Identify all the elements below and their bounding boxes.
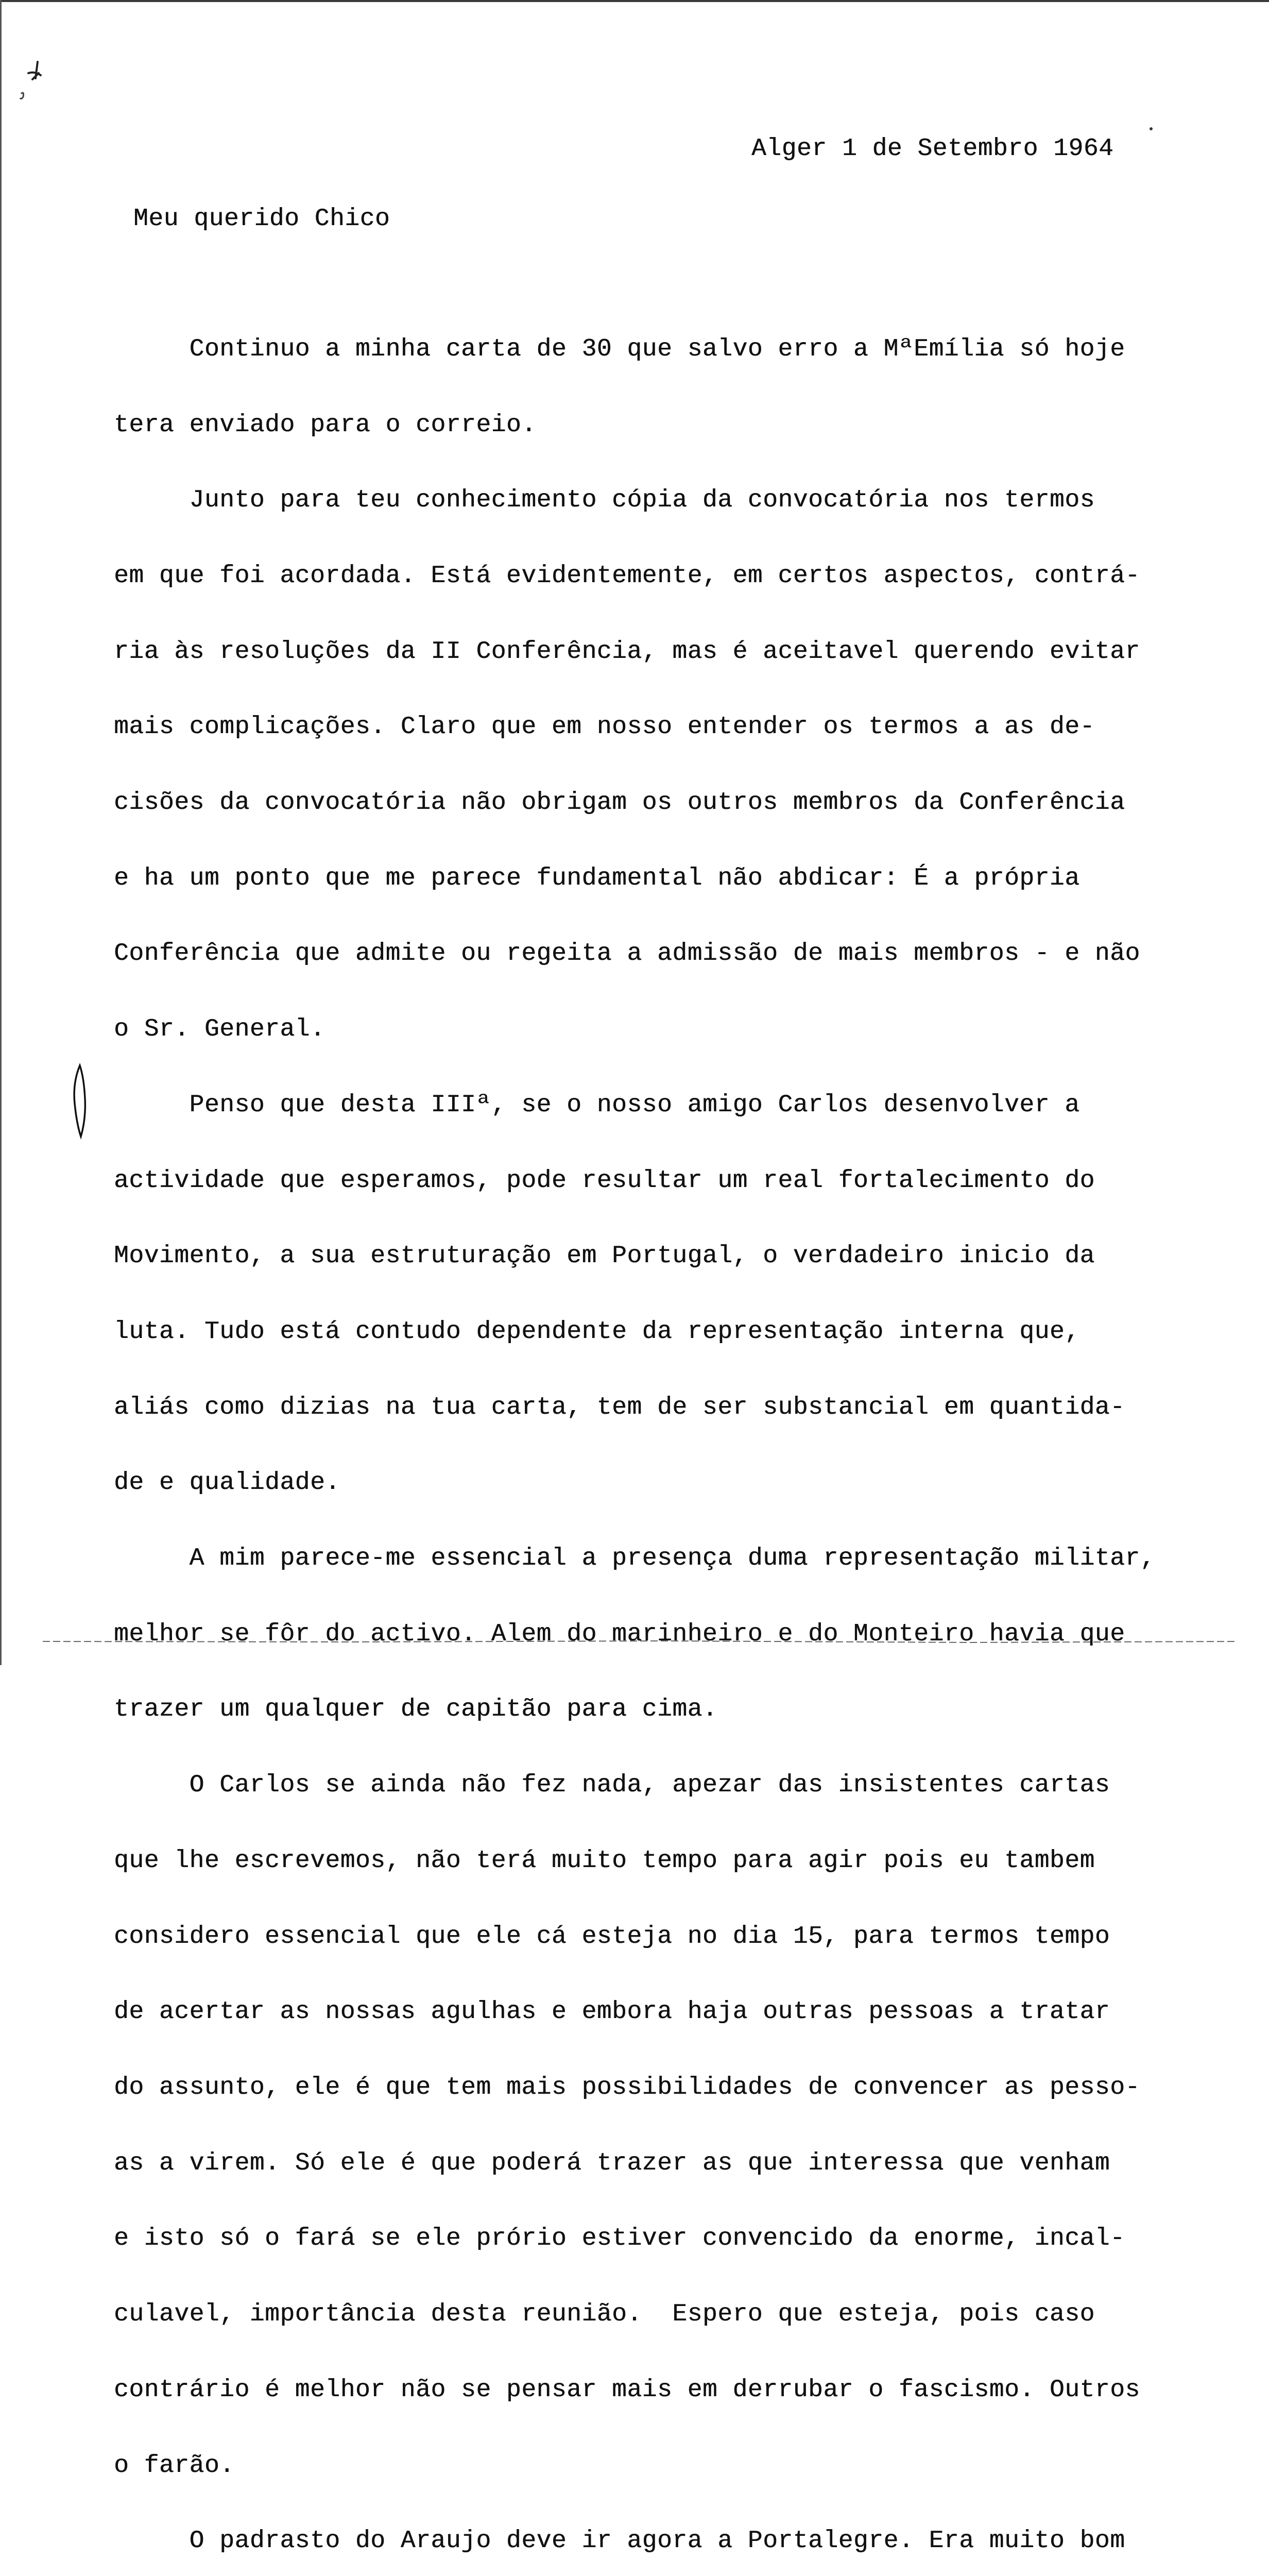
- body-line: O Carlos se ainda não fez nada, apezar das insistentes cartas: [114, 1771, 1110, 1800]
- body-line: tera enviado para o correio.: [114, 411, 537, 439]
- body-line: Junto para teu conhecimento cópia da convocatória nos termos: [114, 486, 1095, 515]
- body-line: A mim parece-me essencial a presença duma representação militar,: [114, 1545, 1156, 1573]
- letter-date: Alger 1 de Setembro 1964: [751, 135, 1114, 163]
- body-line: culavel, importância desta reunião. Espero que esteja, pois caso: [114, 2300, 1095, 2329]
- body-line: Conferência que admite ou regeita a admissão de mais membros - e não: [114, 940, 1140, 968]
- body-line: de e qualidade.: [114, 1469, 340, 1497]
- body-line: que lhe escrevemos, não terá muito tempo para agir pois eu tambem: [114, 1846, 1095, 1875]
- page-bottom-rule: [43, 1638, 1238, 1646]
- letter-salutation: Meu querido Chico: [133, 205, 390, 233]
- body-line: contrário é melhor não se pensar mais em derrubar o fascismo. Outros: [114, 2376, 1140, 2404]
- handwritten-mark-icon: [17, 58, 48, 109]
- letter-body: [114, 286, 1186, 2576]
- body-line: e ha um ponto que me parece fundamental não abdicar: É a própria: [114, 864, 1080, 892]
- body-line: o farão.: [114, 2451, 235, 2480]
- body-line: em que foi acordada. Está evidentemente, em certos aspectos, contrá-: [114, 562, 1140, 590]
- body-line: Penso que desta IIIª, se o nosso amigo Carlos desenvolver a: [114, 1091, 1080, 1119]
- body-line: as a virem. Só ele é que poderá trazer as que interessa que venham: [114, 2149, 1110, 2177]
- margin-bracket-icon: [71, 1062, 89, 1140]
- body-line: aliás como dizias na tua carta, tem de ser substancial em quantida-: [114, 1393, 1125, 1421]
- body-line: luta. Tudo está contudo dependente da representação interna que,: [114, 1317, 1080, 1346]
- body-line: do assunto, ele é que tem mais possibilidades de convencer as pesso-: [114, 2073, 1140, 2102]
- body-line: o Sr. General.: [114, 1015, 325, 1044]
- body-line: trazer um qualquer de capitão para cima.: [114, 1696, 718, 1724]
- body-line: de acertar as nossas agulhas e embora haja outras pessoas a tratar: [114, 1998, 1110, 2026]
- body-line: cisões da convocatória não obrigam os outros membros da Conferência: [114, 789, 1125, 817]
- ink-dot-icon: [1149, 127, 1153, 131]
- scan-edge: [2, 0, 1269, 2]
- body-line: Movimento, a sua estruturação em Portugal, o verdadeiro inicio da: [114, 1242, 1095, 1270]
- body-line: e isto só o fará se ele prório estiver convencido da enorme, incal-: [114, 2225, 1125, 2253]
- body-line: actividade que esperamos, pode resultar um real fortalecimento do: [114, 1166, 1095, 1195]
- body-line: Continuo a minha carta de 30 que salvo erro a MªEmília só hoje: [114, 335, 1125, 363]
- body-line: O padrasto do Araujo deve ir agora a Portalegre. Era muito bom: [114, 2527, 1125, 2555]
- body-line: melhor se fôr do activo. Alem do marinheiro e do Monteiro havia que: [114, 1620, 1125, 1648]
- body-line: ria às resoluções da II Conferência, mas é aceitavel querendo evitar: [114, 637, 1140, 666]
- body-line: mais complicações. Claro que em nosso entender os termos a as de-: [114, 713, 1095, 741]
- body-line: considero essencial que ele cá esteja no dia 15, para termos tempo: [114, 1922, 1110, 1951]
